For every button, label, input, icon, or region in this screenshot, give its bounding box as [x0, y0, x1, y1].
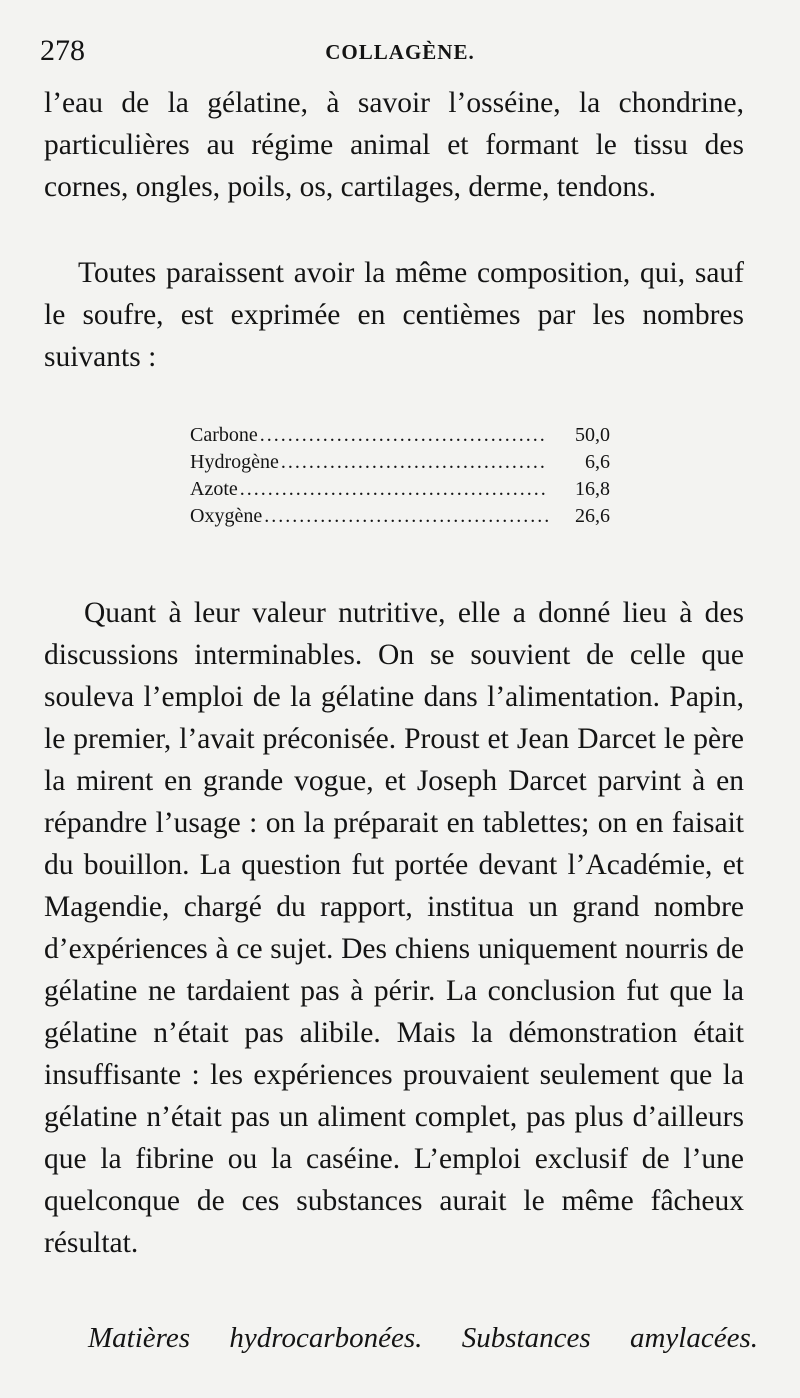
- page-header: [40, 34, 760, 74]
- running-title: COLLAGÈNE.: [325, 40, 475, 64]
- composition-row: [190, 451, 610, 478]
- dot-leader: [260, 424, 548, 447]
- dot-leader: [281, 451, 548, 474]
- element-value: 16,8: [575, 478, 610, 500]
- composition-row: [190, 478, 610, 505]
- element-name: Oxygène: [190, 505, 263, 527]
- page-number: 278: [40, 34, 85, 67]
- section-heading: Matières hydrocarbonées. Substances amylacées.: [88, 1322, 758, 1354]
- element-name: Carbone: [190, 424, 258, 446]
- element-value: 26,6: [575, 505, 610, 527]
- paragraph-2: Toutes paraissent avoir la même composition, qui, sauf le soufre, est exprimée en centièmes par les nombres suivants :: [44, 257, 744, 373]
- element-name: Azote: [190, 478, 238, 500]
- composition-row: [190, 505, 610, 532]
- composition-table: [190, 424, 610, 532]
- paragraph-3: Quant à leur valeur nutritive, elle a donné lieu à des discussions interminables. On se souvient de celle que souleva l’emploi de la gélatine dans l’alimentation. Papin, le premier, l’avait préconisée. Proust et Jean Darcet le père la mirent en grande vogue, et Joseph Darcet parvint à en répandre l’usage : on la préparait en tablettes; on en faisait du bouillon. La question fut portée devant l’Académie, et Magendie, chargé du rapport, institua un grand nombre d’expériences à ce sujet. Des chiens uniquement nourris de gélatine ne tardaient pas à périr. La conclusion fut que la gélatine n’était pas alibile. Mais la démonstration était insuffisante : les expériences prouvaient seulement que la gélatine n’était pas un aliment complet, pas plus d’ailleurs que la fibrine ou la caséine. L’emploi exclusif de l’une quelconque de ces substances aurait le même fâcheux résultat.: [44, 597, 744, 1259]
- dot-leader: [240, 478, 548, 501]
- composition-row: [190, 424, 610, 451]
- element-value: 50,0: [575, 424, 610, 446]
- dot-leader: [264, 505, 548, 528]
- element-value: 6,6: [585, 451, 610, 473]
- element-name: Hydrogène: [190, 451, 279, 473]
- paragraph-1: l’eau de la gélatine, à savoir l’osséine, la chondrine, particulières au régime animal et formant le tissu des cornes, ongles, poils, os, cartilages, derme, tendons.: [44, 87, 744, 203]
